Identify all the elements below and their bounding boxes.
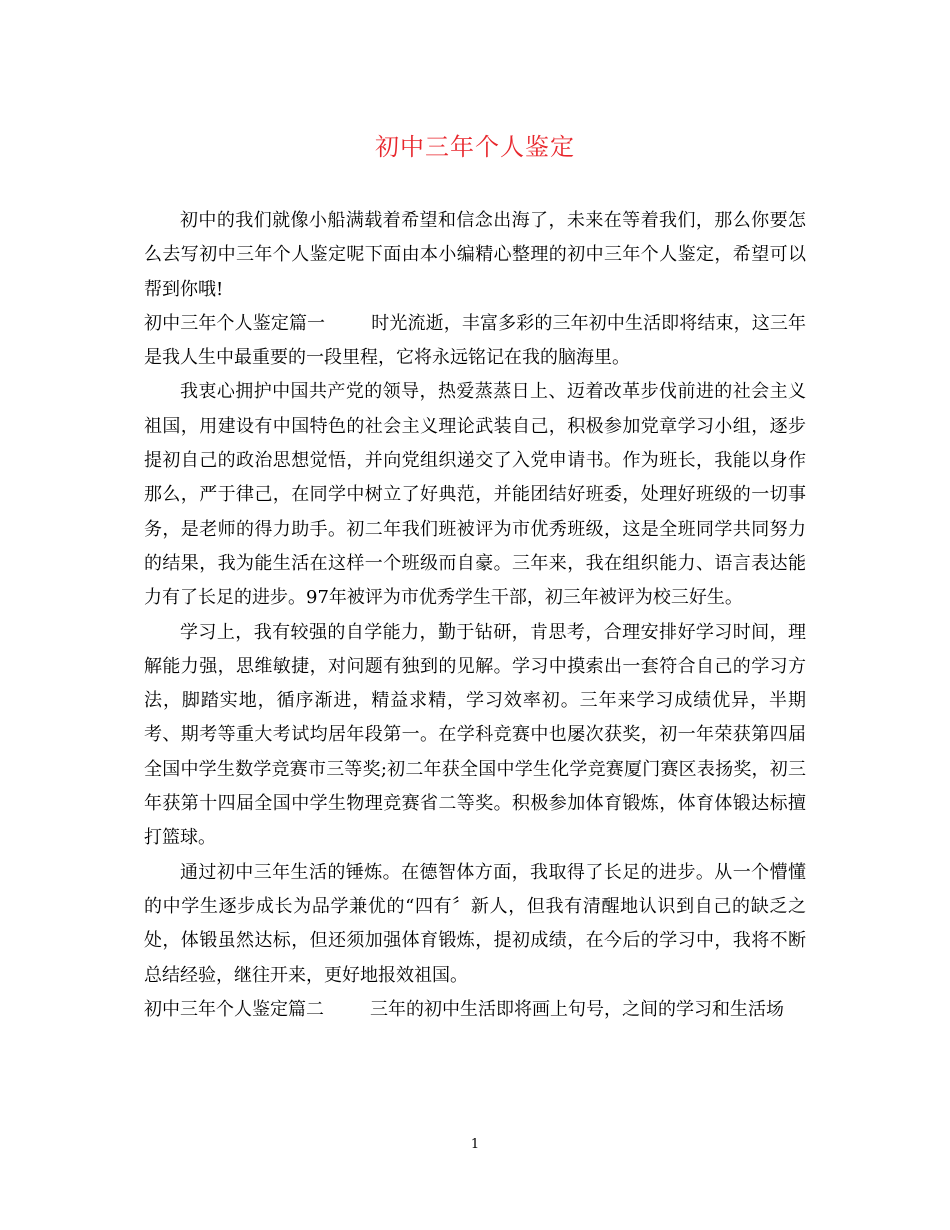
document-title: 初中三年个人鉴定 <box>375 133 575 161</box>
document-body <box>144 204 806 1027</box>
body-paragraph: 我衷心拥护中国共产党的领导，热爱蒸蒸日上、迈着改革步伐前进的社会主义祖国，用建设有中国特色的社会主义理论武装自己，积极参加党章学习小组，逐步提初自己的政治思想觉悟，并向党组织递交了入党申请书。作为班长，我能以身作那么，严于律己，在同学中树立了好典范，并能团结好班委，处理好班级的一切事务，是老师的得力助手。初二年我们班被评为市优秀班级，这是全班同学共同努力的结果，我为能生活在这样一个班级而自豪。三年来，我在组织能力、语言表达能力有了长足的进步。97年被评为市优秀学生干部，初三年被评为校三好生。 <box>144 381 806 609</box>
section-two-heading: 初中三年个人鉴定篇二 <box>144 998 324 1020</box>
section-one-text: 时光流逝，丰富多彩的三年初中生活即将结束，这三年是我人生中最重要的一段里程，它将永远铭记在我的脑海里。 <box>144 312 807 369</box>
section-one-heading: 初中三年个人鉴定篇一 <box>144 312 326 334</box>
section-two-text: 三年的初中生活即将画上句号，之间的学习和生活场 <box>370 998 784 1020</box>
section-one-paragraph <box>144 307 806 376</box>
body-paragraph: 通过初中三年生活的锤炼。在德智体方面，我取得了长足的进步。从一个懵懂的中学生逐步成长为品学兼优的“四有〞新人，但我有清醒地认识到自己的缺乏之处，体锻虽然达标，但还须加强体育锻炼，提初成绩，在今后的学习中，我将不断总结经验，继往开来，更好地报效祖国。 <box>144 861 806 986</box>
body-paragraph: 学习上，我有较强的自学能力，勤于钻研，肯思考，合理安排好学习时间，理解能力强，思维敏捷，对问题有独到的见解。学习中摸索出一套符合自己的学习方法，脚踏实地，循序渐进，精益求精，学习效率初。三年来学习成绩优异，半期考、期考等重大考试均居年段第一。在学科竞赛中也屡次获奖，初一年荣获第四届全国中学生数学竞赛市三等奖;初二年获全国中学生化学竞赛厦门赛区表扬奖，初三年获第十四届全国中学生物理竞赛省二等奖。积极参加体育锻炼，体育体锻达标擅打篮球。 <box>144 621 806 849</box>
page-number: 1 <box>470 1137 480 1152</box>
intro-paragraph: 初中的我们就像小船满载着希望和信念出海了，未来在等着我们，那么你要怎么去写初中三年个人鉴定呢下面由本小编精心整理的初中三年个人鉴定，希望可以帮到你哦! <box>144 210 806 300</box>
section-two-paragraph <box>144 993 806 1027</box>
